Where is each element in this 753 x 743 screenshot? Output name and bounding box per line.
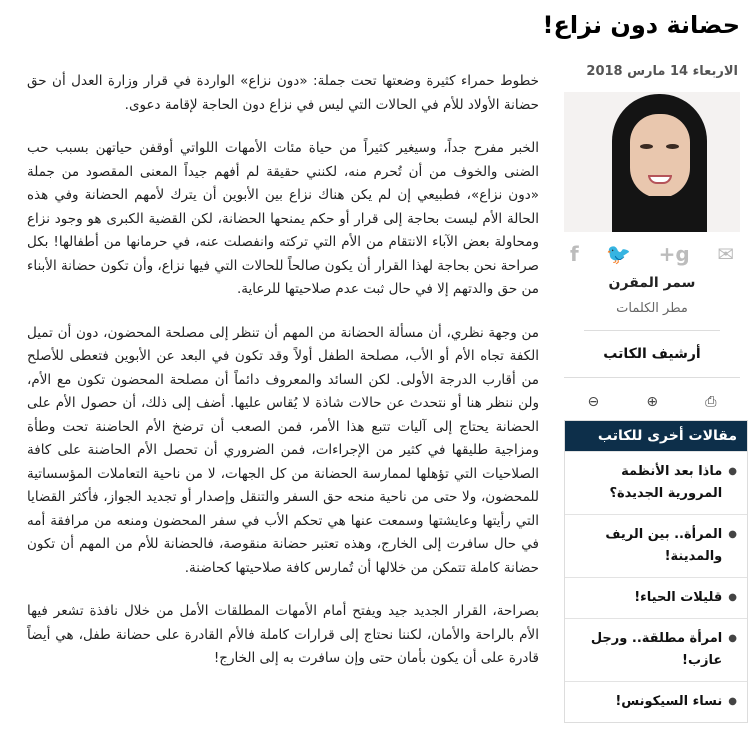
author-archive-link[interactable]: أرشيف الكاتب	[603, 346, 701, 362]
divider	[564, 377, 740, 378]
more-article-link[interactable]: ● ماذا بعد الأنظمة المرورية الجديدة؟	[565, 451, 747, 514]
more-articles-heading: مقالات أخرى للكاتب	[565, 421, 747, 451]
bullet-icon: ●	[728, 592, 737, 603]
zoom-in-icon[interactable]: ⊕	[646, 394, 659, 410]
author-name-link[interactable]: سمر المقرن	[608, 275, 696, 291]
text-tools	[564, 392, 740, 412]
bullet-icon: ●	[728, 529, 737, 540]
more-article-link[interactable]: ● قليلات الحياء!	[565, 577, 747, 618]
publish-date: الاربعاء 14 مارس 2018	[586, 64, 738, 79]
article-headline: حضانة دون نزاع!	[542, 11, 740, 39]
zoom-out-icon[interactable]: ⊖	[587, 394, 600, 410]
more-article-link[interactable]: ● نساء السيكونس!	[565, 681, 747, 722]
author-photo	[564, 92, 740, 232]
share-bar	[564, 242, 740, 266]
author-sidebar	[564, 62, 740, 723]
more-articles-box	[564, 420, 748, 723]
print-icon[interactable]: ⎙	[705, 394, 717, 410]
facebook-icon[interactable]: f	[570, 242, 579, 266]
twitter-icon[interactable]: 🐦	[606, 242, 632, 266]
divider	[584, 330, 720, 331]
article-paragraph: بصراحة، القرار الجديد جيد ويفتح أمام الأمهات المطلقات الأمل من خلال نافذة تشعر فيها الأم بالراحة والأمان، لكننا نحتاج إلى قرارات كاملة فالأم القادرة على حضانة طفل، هي أيضاً قادرة على أن يكون بأمان حتى وإن سافرت به إلى الخارج!	[27, 603, 539, 666]
article-body	[27, 70, 539, 691]
article-paragraph: الخبر مفرح جداً، وسيغير كثيراً من حياة مئات الأمهات اللواتي أوقفن حياتهن بسبب حب الضنى والخوف من أن تُحرم منه، لكنني حقيقة لم أفهم جيداً المعنى المقصود من جملة «دون نزاع»، فطبيعي إن لم يكن هناك نزاع بين الأبوين أن يترك لأمهم الحضانة وفي هذه الحالة الأم ليست بحاجة إلى قرار أو حكم يمنحها الحضانة، لكن القضية الكبرى هو وجود نزاع ومحاولة بعض الآباء الانتقام من الأم التي تركته وانفصلت عنه، في حرمانها من أطفالها! بكل صراحة نحن بحاجة لهذا القرار أن يكون صالحاً للحالات التي فيها نزاع، وأن تكون حضانة الأبناء من حق والدتهم إلا في حال ثبت عدم صلاحيتها للرعاية.	[27, 140, 539, 297]
bullet-icon: ●	[728, 466, 737, 477]
google-plus-icon[interactable]: g+	[658, 242, 690, 266]
column-name[interactable]: مطر الكلمات	[616, 301, 688, 316]
bullet-icon: ●	[728, 696, 737, 707]
bullet-icon: ●	[728, 633, 737, 644]
article-paragraph: خطوط حمراء كثيرة وضعتها تحت جملة: «دون نزاع» الواردة في قرار وزارة العدل أن حق حضانة الأولاد للأم في الحالات التي ليس في نزاع دون الحاجة لإقامة دعوى.	[27, 73, 539, 113]
article-paragraph: من وجهة نظري، أن مسألة الحضانة من المهم أن تنظر إلى مصلحة المحضون، دون أن تميل الكفة تجاه الأم أو الأب، مصلحة الطفل أولاً وقد تكون في البعد عن الأبوين فتعطى للأصلح من أقارب الدرجة الأولى. لكن السائد والمعروف دائماً أن مصلحة المحضون تكون مع الأم، ولن ننظر هنا أو نتحدث عن حالات شاذة لا يُقاس عليها. أضف إلى ذلك، أن حصول الأم على الحضانة يحتاج إلى آليات تتبع هذا الأمر، فمن الصعب أن ترضخ الأم الحاضنة تحت وطأة ومزاجية طليقها في كثير من الإجراءات، فمن الضروري أن تحصل الأم الحاضنة على كافة الصلاحيات التي تؤهلها لممارسة الحضانة من كل الجهات، لا من ناحية التعاملات المؤسساتية للمحضون، ولا حتى من ناحية منحه حق السفر والتنقل وإصدار أو تجديد الجواز، فأكثر القضايا التي رأيتها وعايشتها وسمعت عنها هي تحكم الأب في سفر المحضون ومنعه من مرافقة أمه في حال سافرت إلى الخارج، وهذه تعتبر حضانة منقوصة، فالحضانة للأم من المهم أن تكون حضانة كاملة تتمكن من خلالها أن تُمارس كافة صلاحيتها كحاضنة.	[27, 324, 539, 576]
more-article-link[interactable]: ● المرأة.. بين الريف والمدينة!	[565, 514, 747, 577]
email-icon[interactable]: ✉	[717, 242, 734, 266]
author-info	[564, 272, 740, 320]
more-article-link[interactable]: ● امرأة مطلقة.. ورجل عازب!	[565, 618, 747, 681]
